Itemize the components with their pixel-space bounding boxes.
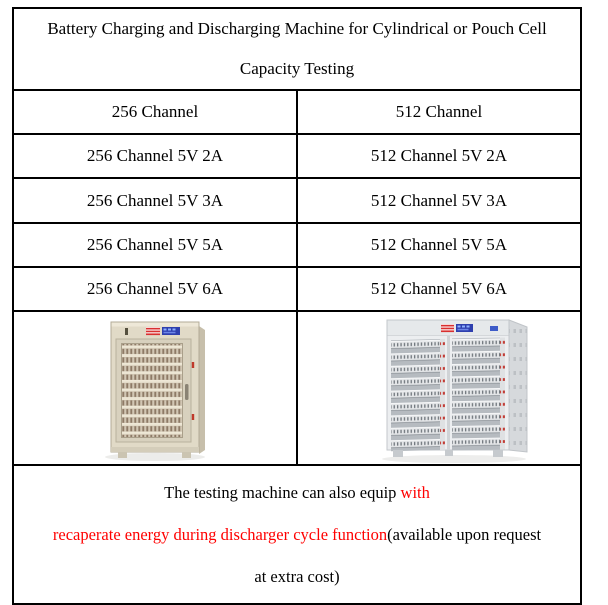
spec-row-5v2a: [13, 134, 581, 178]
table-title-line-1: Battery Charging and Discharging Machine for Cylindrical or Pouch Cell: [47, 19, 547, 38]
note-line-3: [14, 556, 580, 598]
note-text-black-2: (available upon request: [387, 524, 542, 544]
product-spec-table: [12, 7, 582, 605]
spec-cell-256-5v5a: 256 Channel 5V 5A: [13, 223, 297, 267]
spec-row-5v6a: [13, 267, 581, 311]
title-row: [13, 8, 581, 90]
battery-test-cabinet-512-image: [362, 312, 542, 464]
spec-cell-256-5v6a: 256 Channel 5V 6A: [13, 267, 297, 311]
spec-cell-512-5v6a: 512 Channel 5V 6A: [297, 267, 581, 311]
spec-cell-512-5v3a: 512 Channel 5V 3A: [297, 178, 581, 223]
note-line-1: [14, 472, 580, 514]
note-line-2: [14, 514, 580, 556]
spec-cell-256-5v3a: 256 Channel 5V 3A: [13, 178, 297, 223]
machine-photo-wrap-256: [14, 314, 296, 462]
note-text-red-1: with: [400, 482, 430, 502]
machine-photo-cell-256: [13, 311, 297, 465]
battery-test-cabinet-256-image: [94, 314, 216, 462]
table-title-line-2: Capacity Testing: [239, 59, 355, 78]
note-text-red-2: recaperate energy during discharger cycle function: [52, 524, 388, 544]
spec-row-5v3a: [13, 178, 581, 223]
table-title-cell: [13, 8, 581, 90]
header-row: [13, 90, 581, 134]
note-text-black-3: at extra cost): [254, 566, 340, 586]
machine-photo-cell-512: [297, 311, 581, 465]
column-header-256: 256 Channel: [13, 90, 297, 134]
machine-photo-wrap-512: [298, 312, 580, 464]
spec-cell-256-5v2a: 256 Channel 5V 2A: [13, 134, 297, 178]
spec-cell-512-5v5a: 512 Channel 5V 5A: [297, 223, 581, 267]
spec-cell-512-5v2a: 512 Channel 5V 2A: [297, 134, 581, 178]
image-row: [13, 311, 581, 465]
column-header-512: 512 Channel: [297, 90, 581, 134]
note-text-black-1: The testing machine can also equip: [164, 482, 401, 502]
note-cell: [13, 465, 581, 604]
note-row: [13, 465, 581, 604]
spec-row-5v5a: [13, 223, 581, 267]
